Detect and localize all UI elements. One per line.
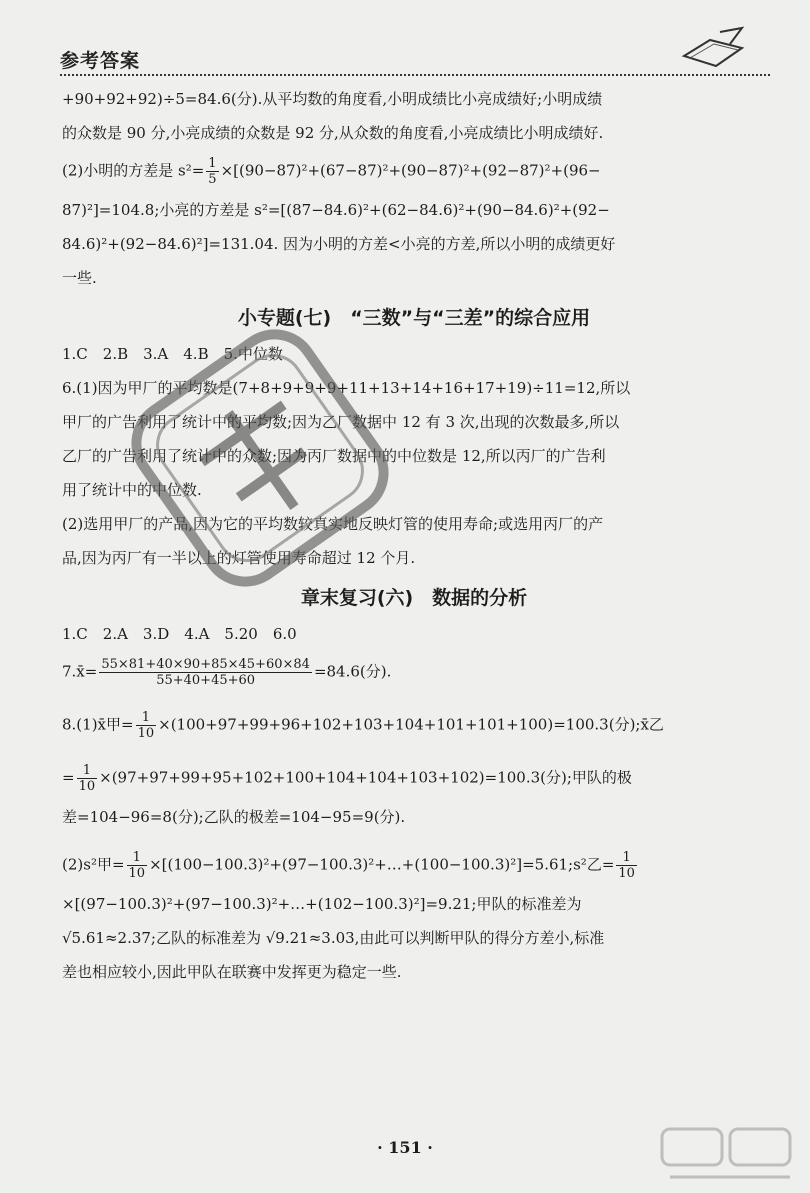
q8-line-1: 8.(1)x̄甲= $\frac{1}{10}$ ×(100+97+99+96+102+103+104+101+101+100)=100.3(分);x̄乙 <box>62 710 664 741</box>
intro-line-3 <box>62 156 766 187</box>
page-number: · 151 · <box>377 1138 433 1157</box>
section-title-special-topic: 小专题(七) “三数”与“三差”的综合应用 <box>237 307 591 329</box>
q8-line-4: (2)s²甲= $\frac{1}{10}$ ×[(100−100.3)²+(97−100.3)²+…+(100−100.3)²]=5.61;s²乙= $\frac{1}{10}$ <box>62 850 635 881</box>
fraction: $\frac{1}{10}$ <box>78 763 96 794</box>
section-title-chapter-review: 章末复习(六) 数据的分析 <box>300 587 528 609</box>
fraction: $\frac{1}{5}$ <box>208 156 217 187</box>
q8-line-2: = $\frac{1}{10}$ ×(97+97+99+95+102+100+104+104+103+102)=100.3(分);甲队的极 <box>62 763 632 794</box>
q6-line-2: 甲厂的广告利用了统计中的平均数;因为乙厂数据中 12 有 3 次,出现的次数最多,所以 <box>62 413 620 431</box>
book-pen-icon <box>680 26 750 70</box>
q7-fraction: $\frac{55\times 81+40\times 90+85\times 45+60\times 84}{55+40+45+60}$ <box>101 657 310 688</box>
choice-answers-2: 1.C 2.A 3.D 4.A 5.20 6.0 <box>62 625 297 643</box>
intro-line-3-tail: ×[(90−87)²+(67−87)²+(90−87)²+(92−87)²+(96− <box>220 161 601 180</box>
q6-line-1: 6.(1)因为甲厂的平均数是(7+8+9+9+9+11+13+14+16+17+19)÷11=12,所以 <box>62 379 631 397</box>
intro-line-4: 87)²]=104.8;小亮的方差是 s²=[(87−84.6)²+(62−84.6)²+(90−84.6)²+(92− <box>62 201 610 219</box>
choice-answers-1: 1.C 2.B 3.A 4.B 5.中位数 <box>62 345 283 363</box>
fraction: $\frac{1}{10}$ <box>618 850 635 881</box>
page-header <box>0 0 810 80</box>
q6-line-3: 乙厂的广告利用了统计中的众数;因为丙厂数据中的中位数是 12,所以丙厂的广告利 <box>62 447 606 465</box>
intro-line-2: 的众数是 90 分,小亮成绩的众数是 92 分,从众数的角度看,小亮成绩比小明成绩好. <box>62 124 604 142</box>
header-divider <box>60 74 770 76</box>
intro-line-1: +90+92+92)÷5=84.6(分).从平均数的角度看,小明成绩比小亮成绩好;小明成绩 <box>62 90 603 108</box>
q8-line-3: 差=104−96=8(分);乙队的极差=104−95=9(分). <box>62 808 406 826</box>
q6-line-6: 品,因为丙厂有一半以上的灯管使用寿命超过 12 个月. <box>62 549 416 567</box>
header-title: 参考答案 <box>60 50 141 72</box>
intro-line-5: 84.6)²+(92−84.6)²]=131.04. 因为小明的方差<小亮的方差,所以小明的成绩更好 <box>62 235 616 253</box>
fraction: $\frac{1}{10}$ <box>137 710 155 741</box>
q6-line-5: (2)选用甲厂的产品,因为它的平均数较真实地反映灯管的使用寿命;或选用丙厂的产 <box>62 515 604 533</box>
intro-line-3-lead: (2)小明的方差是 s²= <box>62 161 205 180</box>
page-content <box>62 88 766 983</box>
q8-line-5: ×[(97−100.3)²+(97−100.3)²+…+(102−100.3)²]=9.21;甲队的标准差为 <box>62 895 582 913</box>
fraction: $\frac{1}{10}$ <box>128 850 146 881</box>
intro-line-6: 一些. <box>62 269 97 287</box>
q7-tail: =84.6(分). <box>313 662 392 681</box>
q8-line-6: √5.61≈2.37;乙队的标准差为 √9.21≈3.03,由此可以判断甲队的得分方差小,标准 <box>62 929 605 947</box>
q7-line <box>62 657 766 688</box>
q6-line-4: 用了统计中的中位数. <box>62 481 202 499</box>
q7-lead: 7.x̄= <box>62 662 98 681</box>
q8-line-7: 差也相应较小,因此甲队在联赛中发挥更为稳定一些. <box>62 963 402 981</box>
